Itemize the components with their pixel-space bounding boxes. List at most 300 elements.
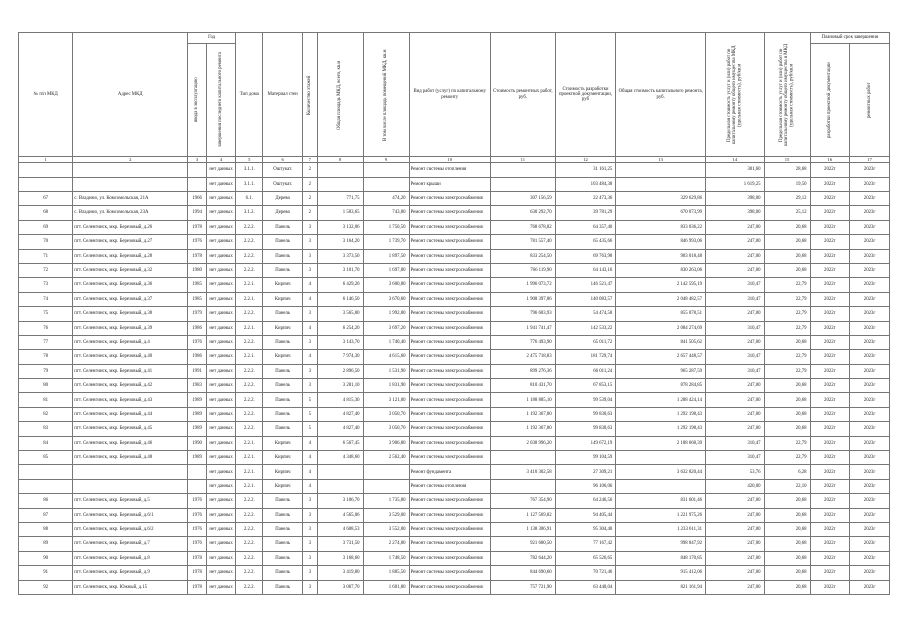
cell-deadline-design: 2022г: [810, 163, 850, 177]
cell-residential-area: 3 552,00: [363, 522, 409, 536]
cell-floors: 3: [303, 537, 318, 551]
cell-year-built: 1976: [188, 522, 207, 536]
cell-limit-cost: 247,00: [706, 235, 764, 249]
cell-floors: 5: [303, 422, 318, 436]
cell-wall-material: Панель: [263, 407, 303, 421]
table-row: [19, 436, 890, 450]
cell-year-overhaul: нет данных: [206, 177, 235, 191]
cell-floors: 3: [303, 307, 318, 321]
table-row: [19, 393, 890, 407]
cell-deadline-design: 2022г: [810, 321, 850, 335]
column-number: 14: [706, 157, 764, 163]
cell-house-type: 2.2.1.: [236, 436, 263, 450]
cell-design-cost: 64 143,16: [555, 263, 616, 277]
cell-address: пгт. Селенгинск, мкр. Березовый, д.42: [73, 379, 188, 393]
table-row: [19, 422, 890, 436]
cell-design-cost: 67 853,15: [555, 379, 616, 393]
cell-work-type: Ремонт системы электроснабжения: [409, 292, 490, 306]
cell-wall-material: Панель: [263, 508, 303, 522]
cell-year-built: 1989: [188, 393, 207, 407]
cell-year-overhaul: нет данных: [206, 407, 235, 421]
cell-wall-material: Панель: [263, 263, 303, 277]
cell-wall-material: Кирпич: [263, 479, 303, 493]
cell-limit-cost: 1 619,25: [706, 177, 764, 191]
cell-house-type: 2.2.2.: [236, 566, 263, 580]
cell-limit-cost: 247,00: [706, 393, 764, 407]
cell-year-overhaul: нет данных: [206, 263, 235, 277]
cell-total-area: 771,75: [317, 191, 363, 205]
cell-year-built: 1976: [188, 335, 207, 349]
cell-limit-cost-area: 20,68: [764, 220, 810, 234]
cell-residential-area: 2 274,80: [363, 537, 409, 551]
cell-residential-area: 3 697,20: [363, 321, 409, 335]
cell-residential-area: 4 615,60: [363, 350, 409, 364]
cell-design-cost: 70 721,46: [555, 566, 616, 580]
cell-design-cost: 149 672,19: [555, 436, 616, 450]
cell-deadline-design: 2022г: [810, 206, 850, 220]
cell-limit-cost: 247,00: [706, 335, 764, 349]
cell-deadline-works: 2023г: [850, 364, 890, 378]
cell-num: 74: [19, 292, 73, 306]
cell-work-cost: [490, 163, 555, 177]
cell-work-type: Ремонт системы электроснабжения: [409, 191, 490, 205]
column-number: 11: [490, 157, 555, 163]
cell-wall-material: Панель: [263, 422, 303, 436]
cell-design-cost: 77 167,42: [555, 537, 616, 551]
table-row: [19, 580, 890, 594]
cell-design-cost: 64 246,56: [555, 494, 616, 508]
cell-deadline-design: 2022г: [810, 566, 850, 580]
cell-deadline-design: 2022г: [810, 465, 850, 479]
cell-floors: 4: [303, 321, 318, 335]
cell-limit-cost-area: 22,79: [764, 451, 810, 465]
header-work-type: Вид работ (услуг) по капитальному ремонту: [409, 33, 490, 157]
cell-year-overhaul: нет данных: [206, 451, 235, 465]
header-num: № п/п МКД: [19, 33, 73, 157]
cell-year-built: 1991: [188, 364, 207, 378]
cell-year-built: 1976: [188, 508, 207, 522]
cell-deadline-design: 2022г: [810, 436, 850, 450]
column-number: 1: [19, 157, 73, 163]
cell-total-area: 3 565,80: [317, 307, 363, 321]
cell-design-cost: 69 763,98: [555, 249, 616, 263]
header-work-cost: Стоимость ремонтных работ, руб.: [490, 33, 555, 157]
cell-deadline-design: 2022г: [810, 292, 850, 306]
cell-limit-cost-area: 22,79: [764, 364, 810, 378]
cell-total-area: 3 143,70: [317, 335, 363, 349]
cell-num: 76: [19, 321, 73, 335]
cell-residential-area: 743,80: [363, 206, 409, 220]
cell-design-cost: 99 104,59: [555, 451, 616, 465]
cell-deadline-works: 2023г: [850, 508, 890, 522]
table-row: [19, 249, 890, 263]
cell-num: 77: [19, 335, 73, 349]
cell-wall-material: Панель: [263, 220, 303, 234]
cell-year-overhaul: нет данных: [206, 422, 235, 436]
cell-wall-material: Кирпич: [263, 465, 303, 479]
table-row: [19, 479, 890, 493]
header-total-cost: Общая стоимость капитального ремонта, руб.: [616, 33, 706, 157]
cell-work-type: Ремонт системы электроснабжения: [409, 580, 490, 594]
cell-wall-material: Панель: [263, 235, 303, 249]
cell-limit-cost-area: 20,68: [764, 580, 810, 594]
cell-year-built: 1990: [188, 436, 207, 450]
cell-total-area: 3 164,20: [317, 235, 363, 249]
cell-num: 88: [19, 522, 73, 536]
cell-house-type: 2.2.2.: [236, 551, 263, 565]
table-row: [19, 220, 890, 234]
cell-total-cost: 903 018,48: [616, 249, 706, 263]
cell-total-area: [317, 479, 363, 493]
cell-year-overhaul: нет данных: [206, 436, 235, 450]
cell-total-cost: 1 221 975,26: [616, 508, 706, 522]
cell-total-cost: [616, 177, 706, 191]
cell-num: 87: [19, 508, 73, 522]
cell-floors: 3: [303, 494, 318, 508]
cell-work-type: Ремонт системы электроснабжения: [409, 508, 490, 522]
cell-total-cost: 830 263,06: [616, 263, 706, 277]
cell-limit-cost-area: 20,68: [764, 537, 810, 551]
cell-year-built: 1986: [188, 321, 207, 335]
cell-floors: 3: [303, 235, 318, 249]
cell-limit-cost-area: 20,68: [764, 393, 810, 407]
cell-deadline-works: 2023г: [850, 537, 890, 551]
table-row: [19, 508, 890, 522]
cell-work-type: Ремонт системы электроснабжения: [409, 436, 490, 450]
cell-year-overhaul: нет данных: [206, 465, 235, 479]
cell-limit-cost: 310,47: [706, 451, 764, 465]
cell-total-area: [317, 163, 363, 177]
cell-year-built: 1978: [188, 551, 207, 565]
cell-limit-cost-area: 22,79: [764, 278, 810, 292]
cell-wall-material: Дерево: [263, 206, 303, 220]
cell-limit-cost: 247,00: [706, 537, 764, 551]
cell-work-type: Ремонт системы электроснабжения: [409, 451, 490, 465]
cell-num: 85: [19, 451, 73, 465]
cell-work-cost: 2 475 718,83: [490, 350, 555, 364]
cell-address: пгт. Селенгинск, мкр. Березовый, д.45: [73, 422, 188, 436]
cell-work-cost: [490, 479, 555, 493]
cell-total-cost: 670 073,99: [616, 206, 706, 220]
cell-limit-cost-area: 22,79: [764, 350, 810, 364]
cell-design-cost: 146 521,47: [555, 278, 616, 292]
cell-house-type: 2.2.2.: [236, 379, 263, 393]
cell-floors: 5: [303, 407, 318, 421]
table-row: [19, 263, 890, 277]
cell-wall-material: Панель: [263, 307, 303, 321]
cell-floors: 4: [303, 436, 318, 450]
cell-deadline-design: 2022г: [810, 494, 850, 508]
cell-limit-cost-area: 29,12: [764, 191, 810, 205]
cell-address: [73, 479, 188, 493]
cell-total-area: 4 815,30: [317, 393, 363, 407]
cell-deadline-works: 2023г: [850, 522, 890, 536]
cell-residential-area: [363, 177, 409, 191]
cell-wall-material: Панель: [263, 249, 303, 263]
cell-total-cost: 998 847,92: [616, 537, 706, 551]
cell-address: пгт. Селенгинск, мкр. Березовый, д.8: [73, 551, 188, 565]
cell-year-built: 1966: [188, 191, 207, 205]
cell-address: пгт. Селенгинск, мкр. Березовый, д.36: [73, 278, 188, 292]
cell-address: пгт. Селенгинск, мкр. Березовый, д.9: [73, 566, 188, 580]
cell-deadline-works: 2023г: [850, 263, 890, 277]
cell-limit-cost-area: 20,68: [764, 551, 810, 565]
cell-total-cost: 846 993,06: [616, 235, 706, 249]
header-residential-area: В том числе площадь помещений МКД, кв.м: [363, 33, 409, 157]
cell-total-area: 4 827,40: [317, 407, 363, 421]
cell-deadline-works: 2023г: [850, 335, 890, 349]
cell-residential-area: 1 735,80: [363, 494, 409, 508]
cell-work-type: Ремонт системы электроснабжения: [409, 494, 490, 508]
column-number: 12: [555, 157, 616, 163]
cell-design-cost: 96 106,06: [555, 479, 616, 493]
cell-residential-area: 1 531,90: [363, 364, 409, 378]
cell-house-type: 2.2.2.: [236, 220, 263, 234]
cell-house-type: 2.2.1.: [236, 278, 263, 292]
cell-deadline-design: 2022г: [810, 249, 850, 263]
cell-house-type: 3.1.1.: [236, 163, 263, 177]
cell-deadline-design: 2022г: [810, 235, 850, 249]
cell-deadline-design: 2022г: [810, 177, 850, 191]
cell-deadline-design: 2022г: [810, 407, 850, 421]
cell-year-built: 1989: [188, 422, 207, 436]
column-number: 8: [317, 157, 363, 163]
cell-year-overhaul: нет данных: [206, 350, 235, 364]
cell-year-built: [188, 177, 207, 191]
cell-year-overhaul: нет данных: [206, 321, 235, 335]
cell-year-built: 1985: [188, 278, 207, 292]
cell-year-overhaul: нет данных: [206, 206, 235, 220]
cell-deadline-design: 2022г: [810, 278, 850, 292]
cell-residential-area: 1 992,80: [363, 307, 409, 321]
header-design-cost: Стоимость разработки проектной документации, руб: [555, 33, 616, 157]
cell-wall-material: Панель: [263, 364, 303, 378]
cell-deadline-works: 2023г: [850, 206, 890, 220]
cell-residential-area: 1 831,90: [363, 379, 409, 393]
cell-address: пгт. Селенгинск, мкр. Березовый, д.46: [73, 436, 188, 450]
cell-work-type: Ремонт системы электроснабжения: [409, 537, 490, 551]
cell-total-area: 7 974,30: [317, 350, 363, 364]
cell-total-area: 3 132,06: [317, 220, 363, 234]
cell-work-cost: 810 431,70: [490, 379, 555, 393]
cell-work-cost: 3 410 302,58: [490, 465, 555, 479]
cell-limit-cost: 310,47: [706, 321, 764, 335]
cell-floors: 4: [303, 479, 318, 493]
cell-work-cost: 767 354,90: [490, 494, 555, 508]
header-year-overhaul: завершения последнего капитального ремонта: [206, 44, 235, 157]
cell-design-cost: 142 533,22: [555, 321, 616, 335]
cell-num: 92: [19, 580, 73, 594]
cell-wall-material: Кирпич: [263, 350, 303, 364]
column-number: 9: [363, 157, 409, 163]
table-row: [19, 407, 890, 421]
cell-residential-area: 1 897,50: [363, 249, 409, 263]
cell-floors: 3: [303, 551, 318, 565]
cell-year-built: [188, 479, 207, 493]
cell-limit-cost: 247,00: [706, 551, 764, 565]
cell-total-cost: 1 233 611,31: [616, 522, 706, 536]
cell-limit-cost-area: 20,68: [764, 249, 810, 263]
column-number: 17: [850, 157, 890, 163]
cell-year-built: 1978: [188, 249, 207, 263]
cell-year-overhaul: нет данных: [206, 191, 235, 205]
cell-work-type: Ремонт системы электроснабжения: [409, 350, 490, 364]
cell-address: пгт. Селенгинск, мкр. Березовый, д.6/2: [73, 522, 188, 536]
cell-total-cost: 1 292 198,43: [616, 407, 706, 421]
cell-house-type: 2.2.2.: [236, 508, 263, 522]
cell-year-overhaul: нет данных: [206, 580, 235, 594]
cell-address: пгт. Селенгинск, мкр. Березовый, д.38: [73, 307, 188, 321]
cell-work-type: Ремонт системы электроснабжения: [409, 235, 490, 249]
cell-year-overhaul: нет данных: [206, 537, 235, 551]
cell-floors: 4: [303, 451, 318, 465]
cell-wall-material: Панель: [263, 537, 303, 551]
table-row: [19, 191, 890, 205]
cell-house-type: 3.1.2.: [236, 206, 263, 220]
cell-deadline-works: 2023г: [850, 566, 890, 580]
cell-wall-material: Панель: [263, 551, 303, 565]
cell-limit-cost-area: 25,12: [764, 206, 810, 220]
cell-limit-cost: 310,47: [706, 350, 764, 364]
cell-year-overhaul: нет данных: [206, 379, 235, 393]
cell-deadline-works: 2023г: [850, 436, 890, 450]
table-row: [19, 451, 890, 465]
cell-house-type: 2.2.1.: [236, 321, 263, 335]
table-row: [19, 522, 890, 536]
cell-total-cost: 2 188 668,39: [616, 436, 706, 450]
header-year-group: Год: [188, 33, 236, 44]
cell-address: пгт. Селенгинск, мкр. Березовый, д.32: [73, 263, 188, 277]
cell-deadline-design: 2022г: [810, 551, 850, 565]
cell-total-cost: 833 036,22: [616, 220, 706, 234]
cell-house-type: 2.2.1.: [236, 465, 263, 479]
cell-year-built: [188, 465, 207, 479]
cell-limit-cost: 247,00: [706, 379, 764, 393]
cell-floors: 4: [303, 350, 318, 364]
table-row: [19, 350, 890, 364]
cell-residential-area: [363, 479, 409, 493]
cell-total-cost: 2 657 448,57: [616, 350, 706, 364]
cell-work-type: Ремонт системы электроснабжения: [409, 522, 490, 536]
cell-work-type: Ремонт системы электроснабжения: [409, 551, 490, 565]
cell-floors: 4: [303, 465, 318, 479]
cell-limit-cost-area: 22,79: [764, 436, 810, 450]
cell-deadline-works: 2023г: [850, 407, 890, 421]
cell-deadline-design: 2022г: [810, 393, 850, 407]
cell-total-cost: 848 170,85: [616, 551, 706, 565]
cell-num: [19, 177, 73, 191]
header-total-area: Общая площадь МКД, всего, кв.м: [317, 33, 363, 157]
cell-address: пгт. Селенгинск, мкр. Березовый, д.26: [73, 220, 188, 234]
cell-address: пгт. Селенгинск, мкр. Березовый, д.6/1: [73, 508, 188, 522]
cell-floors: 3: [303, 364, 318, 378]
cell-year-built: 1976: [188, 537, 207, 551]
cell-year-built: 1978: [188, 580, 207, 594]
cell-floors: 2: [303, 206, 318, 220]
cell-deadline-works: 2023г: [850, 451, 890, 465]
cell-design-cost: 63 440,04: [555, 580, 616, 594]
cell-residential-area: 1 739,70: [363, 235, 409, 249]
cell-total-cost: 821 161,94: [616, 580, 706, 594]
cell-limit-cost: 247,00: [706, 220, 764, 234]
cell-num: 70: [19, 235, 73, 249]
cell-limit-cost-area: 20,68: [764, 494, 810, 508]
table-row: [19, 364, 890, 378]
cell-work-cost: 781 557,40: [490, 235, 555, 249]
cell-work-type: Ремонт системы электроснабжения: [409, 321, 490, 335]
cell-deadline-design: 2022г: [810, 537, 850, 551]
cell-limit-cost: 247,00: [706, 307, 764, 321]
cell-wall-material: Панель: [263, 494, 303, 508]
cell-limit-cost: 310,47: [706, 364, 764, 378]
cell-year-overhaul: нет данных: [206, 278, 235, 292]
header-deadline-group: Плановый срок завершения: [810, 33, 890, 44]
cell-limit-cost-area: 22,10: [764, 479, 810, 493]
cell-total-cost: 965 287,59: [616, 364, 706, 378]
cell-deadline-works: 2023г: [850, 163, 890, 177]
cell-house-type: 3.1.1.: [236, 177, 263, 191]
cell-limit-cost-area: 22,79: [764, 292, 810, 306]
cell-house-type: 2.2.2.: [236, 422, 263, 436]
cell-design-cost: 99 830,63: [555, 422, 616, 436]
cell-wall-material: Панель: [263, 566, 303, 580]
cell-limit-cost-area: 20,68: [764, 263, 810, 277]
table-row: [19, 379, 890, 393]
cell-work-type: Ремонт фундамента: [409, 465, 490, 479]
cell-limit-cost-area: 6,28: [764, 465, 810, 479]
cell-address: пгт. Селенгинск, мкр. Березовый, д.48: [73, 451, 188, 465]
cell-limit-cost: 247,00: [706, 422, 764, 436]
cell-deadline-design: 2022г: [810, 379, 850, 393]
cell-limit-cost-area: 20,68: [764, 379, 810, 393]
cell-design-cost: 181 729,74: [555, 350, 616, 364]
cell-total-area: 3 731,50: [317, 537, 363, 551]
cell-limit-cost: 398,00: [706, 206, 764, 220]
cell-wall-material: Панель: [263, 522, 303, 536]
cell-house-type: 2.2.1.: [236, 350, 263, 364]
cell-limit-cost-area: 20,68: [764, 566, 810, 580]
cell-num: 86: [19, 494, 73, 508]
cell-work-cost: 1 996 073,72: [490, 278, 555, 292]
cell-total-cost: 2 048 482,57: [616, 292, 706, 306]
cell-house-type: 2.2.2.: [236, 335, 263, 349]
cell-total-area: [317, 177, 363, 191]
header-wall-material: Материал стен: [263, 33, 303, 157]
cell-deadline-design: 2022г: [810, 191, 850, 205]
cell-work-type: Ремонт системы отопления: [409, 479, 490, 493]
cell-residential-area: 2 562,40: [363, 451, 409, 465]
cell-num: [19, 479, 73, 493]
cell-address: пгт. Селенгинск, мкр. Березовый, д.39: [73, 321, 188, 335]
cell-house-type: 2.2.2.: [236, 537, 263, 551]
cell-design-cost: 27 309,21: [555, 465, 616, 479]
cell-work-cost: 782 644,20: [490, 551, 555, 565]
column-number: 7: [303, 157, 318, 163]
cell-deadline-works: 2023г: [850, 422, 890, 436]
cell-year-overhaul: нет данных: [206, 235, 235, 249]
cell-work-type: Ремонт системы электроснабжения: [409, 307, 490, 321]
cell-total-cost: [616, 451, 706, 465]
column-number: 3: [188, 157, 207, 163]
cell-floors: 3: [303, 249, 318, 263]
cell-deadline-works: 2023г: [850, 292, 890, 306]
column-number: 6: [263, 157, 303, 163]
cell-residential-area: 3 121,00: [363, 393, 409, 407]
cell-year-built: 1979: [188, 307, 207, 321]
cell-year-overhaul: нет данных: [206, 335, 235, 349]
cell-num: 82: [19, 407, 73, 421]
cell-deadline-design: 2022г: [810, 350, 850, 364]
